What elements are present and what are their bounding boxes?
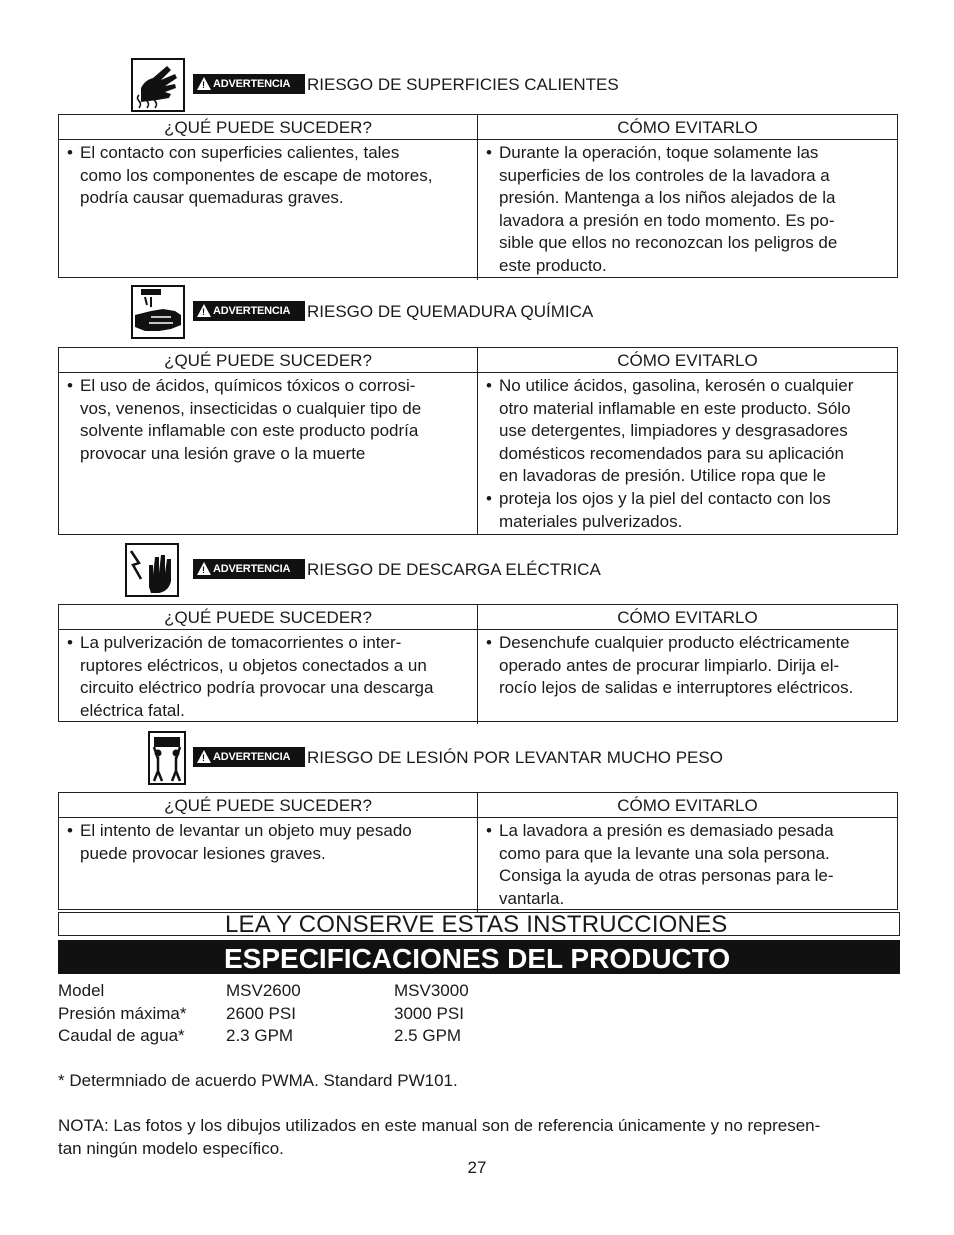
hazard-title: RIESGO DE DESCARGA ELÉCTRICA: [307, 560, 601, 579]
list-item: • Durante la operación, toque solamente las superficies de los controles de la lavadora a presión. Mantenga a los niños alejados de la lavadora a presión en todo momento. Es po- sible que ellos no reconozcan los peligros de este producto.: [486, 143, 838, 275]
list-item: • La lavadora a presión es demasiado pesada como para que la levante una sola persona. Consiga la ayuda de otras personas para le- vantarla.: [486, 821, 834, 908]
how-cell: [478, 373, 897, 535]
hazard-table-chemical: [58, 347, 898, 535]
column-header-how: CÓMO EVITARLO: [617, 796, 758, 815]
hot-surface-icon: [131, 58, 185, 112]
list-item: • El uso de ácidos, químicos tóxicos o corrosi- vos, venenos, insecticidas o cualquier tipo de solvente inflamable con este producto podría provocar una lesión grave o la muerte: [67, 376, 422, 463]
column-header-what: ¿QUÉ PUEDE SUCEDER?: [59, 793, 478, 817]
column-header-how: CÓMO EVITARLO: [617, 608, 758, 627]
column-header-how: CÓMO EVITARLO: [617, 118, 758, 137]
spec-table: [58, 980, 514, 1048]
list-item: • El intento de levantar un objeto muy pesado puede provocar lesiones graves.: [67, 821, 412, 863]
hazard-table-electric: [58, 604, 898, 722]
hazard-header-heavy-lift: [0, 731, 954, 787]
what-cell: [59, 373, 478, 535]
footnote: * Determniado de acuerdo PWMA. Standard PW101.: [58, 1071, 458, 1090]
column-header-how: CÓMO EVITARLO: [617, 351, 758, 370]
page-number: 27: [467, 1158, 487, 1177]
hazard-header-hot-surface: [0, 58, 954, 114]
spec-section-title: ESPECIFICACIONES DEL PRODUCTO: [58, 940, 900, 974]
list-item: • No utilice ácidos, gasolina, kerosén o cualquier otro material inflamable en este producto. Sólo use detergentes, limpiadores y desgrasadores domésticos recomendados para su aplicación en lavadoras de presión. Utilice ropa que le: [486, 376, 854, 486]
spec-row-flow: Caudal de agua* 2.3 GPM 2.5 GPM: [58, 1026, 462, 1045]
spec-row-pressure: Presión máxima* 2600 PSI 3000 PSI: [58, 1003, 464, 1023]
warning-badge: ! ADVERTENCIA: [193, 747, 305, 767]
list-item: • El contacto con superficies calientes, tales como los componentes de escape de motores, podría causar quemaduras graves.: [67, 143, 433, 208]
what-cell: [59, 630, 478, 724]
hazard-title: RIESGO DE LESIÓN POR LEVANTAR MUCHO PESO: [307, 748, 723, 767]
heavy-lift-icon: [148, 731, 186, 785]
hazard-title: RIESGO DE QUEMADURA QUÍMICA: [307, 302, 594, 321]
list-item: • La pulverización de tomacorrientes o inter- ruptores eléctricos, u objetos conectados a un circuito eléctrico podría provocar una descarga eléctrica fatal.: [67, 633, 434, 720]
list-item: • Desenchufe cualquier producto eléctricamente operado antes de procurar limpiarlo. Dirija el- rocío lejos de salidas e interruptores eléctricos.: [486, 633, 854, 698]
electric-shock-icon: [125, 543, 179, 597]
hazard-header-chemical: [0, 285, 954, 341]
read-and-keep-banner: LEA Y CONSERVE ESTAS INSTRUCCIONES: [58, 912, 900, 936]
hazard-title: RIESGO DE SUPERFICIES CALIENTES: [307, 75, 619, 94]
what-cell: [59, 140, 478, 280]
how-cell: [478, 140, 897, 280]
note-paragraph: NOTA: Las fotos y los dibujos utilizados en este manual son de referencia únicamente y no represen- tan ningún modelo específico.: [58, 1116, 821, 1158]
hazard-table-hot-surface: [58, 114, 898, 278]
what-cell: [59, 818, 478, 912]
column-header-what: ¿QUÉ PUEDE SUCEDER?: [59, 348, 478, 372]
how-cell: [478, 630, 897, 724]
column-header-what: ¿QUÉ PUEDE SUCEDER?: [59, 115, 478, 139]
warning-badge: ! ADVERTENCIA: [193, 74, 305, 94]
list-item: • proteja los ojos y la piel del contacto con los materiales pulverizados.: [486, 488, 831, 531]
hazard-header-electric: [0, 543, 954, 599]
warning-badge: ! ADVERTENCIA: [193, 301, 305, 321]
spec-row-model: Model MSV2600 MSV3000: [58, 981, 469, 1000]
chemical-burn-icon: [131, 285, 185, 339]
hazard-table-heavy-lift: [58, 792, 898, 910]
how-cell: [478, 818, 897, 912]
warning-badge: ! ADVERTENCIA: [193, 559, 305, 579]
column-header-what: ¿QUÉ PUEDE SUCEDER?: [59, 605, 478, 629]
